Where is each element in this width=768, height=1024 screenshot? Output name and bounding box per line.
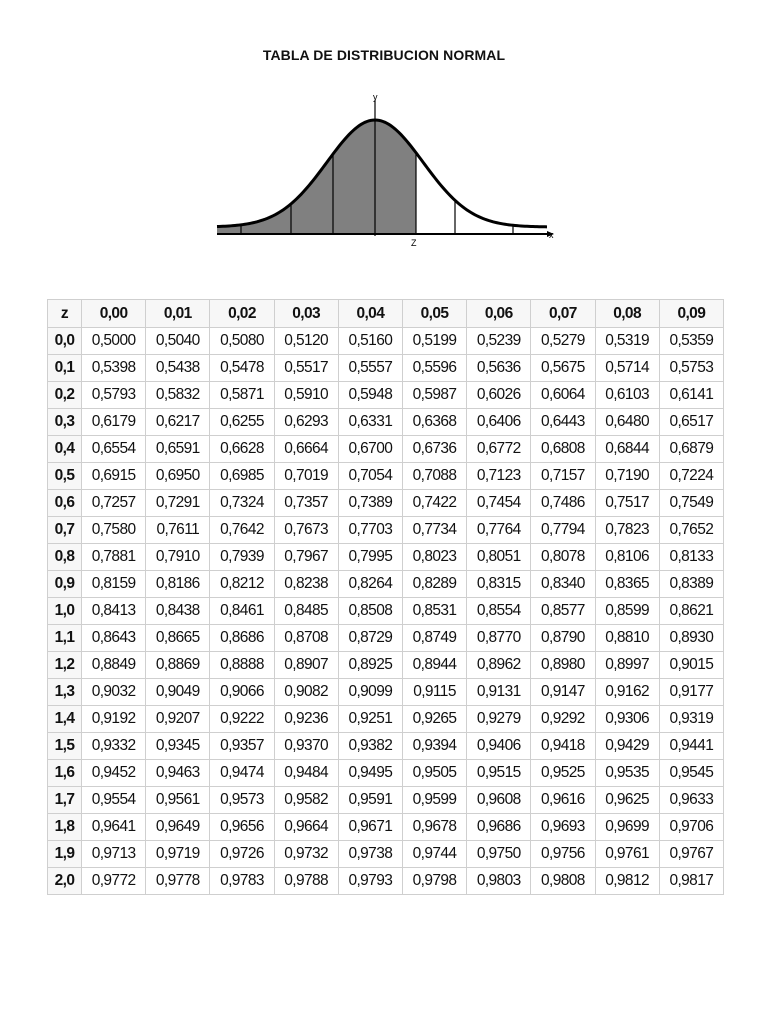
- probability-cell: 0,9582: [274, 787, 338, 814]
- probability-cell: 0,9131: [467, 679, 531, 706]
- probability-cell: 0,9664: [274, 814, 338, 841]
- probability-cell: 0,8264: [338, 571, 402, 598]
- column-header: 0,03: [274, 300, 338, 328]
- probability-cell: 0,9441: [659, 733, 723, 760]
- probability-cell: 0,9633: [659, 787, 723, 814]
- probability-cell: 0,5478: [210, 355, 274, 382]
- probability-cell: 0,8315: [467, 571, 531, 598]
- probability-cell: 0,8531: [402, 598, 466, 625]
- probability-cell: 0,8238: [274, 571, 338, 598]
- probability-cell: 0,9616: [531, 787, 595, 814]
- probability-cell: 0,7611: [146, 517, 210, 544]
- probability-cell: 0,6879: [659, 436, 723, 463]
- table-row: [48, 760, 724, 787]
- probability-cell: 0,9222: [210, 706, 274, 733]
- probability-cell: 0,9656: [210, 814, 274, 841]
- probability-cell: 0,9066: [210, 679, 274, 706]
- probability-cell: 0,5000: [82, 328, 146, 355]
- probability-cell: 0,9015: [659, 652, 723, 679]
- probability-cell: 0,9649: [146, 814, 210, 841]
- probability-cell: 0,7123: [467, 463, 531, 490]
- probability-cell: 0,9761: [595, 841, 659, 868]
- probability-cell: 0,9719: [146, 841, 210, 868]
- probability-cell: 0,8810: [595, 625, 659, 652]
- probability-cell: 0,7019: [274, 463, 338, 490]
- probability-cell: 0,9713: [82, 841, 146, 868]
- probability-cell: 0,9573: [210, 787, 274, 814]
- probability-cell: 0,9306: [595, 706, 659, 733]
- table-row: [48, 571, 724, 598]
- probability-cell: 0,9803: [467, 868, 531, 895]
- probability-cell: 0,7157: [531, 463, 595, 490]
- probability-cell: 0,9744: [402, 841, 466, 868]
- table-row: [48, 463, 724, 490]
- table-row: [48, 652, 724, 679]
- probability-cell: 0,9505: [402, 760, 466, 787]
- column-header: 0,09: [659, 300, 723, 328]
- table-row: [48, 679, 724, 706]
- probability-cell: 0,9738: [338, 841, 402, 868]
- probability-cell: 0,6103: [595, 382, 659, 409]
- probability-cell: 0,7549: [659, 490, 723, 517]
- probability-cell: 0,8907: [274, 652, 338, 679]
- y-axis-label: y: [373, 92, 378, 102]
- page-title: TABLA DE DISTRIBUCION NORMAL: [262, 47, 506, 63]
- probability-cell: 0,9798: [402, 868, 466, 895]
- probability-cell: 0,7224: [659, 463, 723, 490]
- probability-cell: 0,7703: [338, 517, 402, 544]
- row-z-value: 1,8: [48, 814, 82, 841]
- column-header: 0,01: [146, 300, 210, 328]
- row-z-value: 1,1: [48, 625, 82, 652]
- row-z-value: 0,7: [48, 517, 82, 544]
- probability-cell: 0,9625: [595, 787, 659, 814]
- probability-cell: 0,5199: [402, 328, 466, 355]
- probability-cell: 0,7734: [402, 517, 466, 544]
- probability-cell: 0,9406: [467, 733, 531, 760]
- column-header: 0,04: [338, 300, 402, 328]
- probability-cell: 0,8980: [531, 652, 595, 679]
- z-label: Z: [411, 238, 417, 248]
- probability-cell: 0,7910: [146, 544, 210, 571]
- probability-cell: 0,7673: [274, 517, 338, 544]
- table-row: [48, 409, 724, 436]
- normal-curve-diagram: [213, 86, 561, 256]
- probability-cell: 0,8413: [82, 598, 146, 625]
- probability-cell: 0,7823: [595, 517, 659, 544]
- probability-cell: 0,9778: [146, 868, 210, 895]
- probability-cell: 0,6406: [467, 409, 531, 436]
- probability-cell: 0,9495: [338, 760, 402, 787]
- probability-cell: 0,8106: [595, 544, 659, 571]
- probability-cell: 0,8729: [338, 625, 402, 652]
- table-row: [48, 490, 724, 517]
- table-row: [48, 517, 724, 544]
- probability-cell: 0,7324: [210, 490, 274, 517]
- probability-cell: 0,9788: [274, 868, 338, 895]
- row-z-value: 0,2: [48, 382, 82, 409]
- probability-cell: 0,9817: [659, 868, 723, 895]
- probability-cell: 0,9394: [402, 733, 466, 760]
- probability-cell: 0,9236: [274, 706, 338, 733]
- probability-cell: 0,6985: [210, 463, 274, 490]
- probability-cell: 0,9251: [338, 706, 402, 733]
- probability-cell: 0,9599: [402, 787, 466, 814]
- row-z-value: 0,8: [48, 544, 82, 571]
- probability-cell: 0,9207: [146, 706, 210, 733]
- probability-cell: 0,9686: [467, 814, 531, 841]
- probability-cell: 0,8485: [274, 598, 338, 625]
- probability-cell: 0,9699: [595, 814, 659, 841]
- probability-cell: 0,9706: [659, 814, 723, 841]
- probability-cell: 0,6480: [595, 409, 659, 436]
- row-z-value: 0,3: [48, 409, 82, 436]
- probability-cell: 0,7517: [595, 490, 659, 517]
- probability-cell: 0,8508: [338, 598, 402, 625]
- probability-cell: 0,8554: [467, 598, 531, 625]
- probability-cell: 0,9678: [402, 814, 466, 841]
- row-z-value: 0,5: [48, 463, 82, 490]
- probability-cell: 0,5596: [402, 355, 466, 382]
- probability-cell: 0,5675: [531, 355, 595, 382]
- probability-cell: 0,7357: [274, 490, 338, 517]
- probability-cell: 0,7054: [338, 463, 402, 490]
- column-header: 0,00: [82, 300, 146, 328]
- table-row: [48, 733, 724, 760]
- probability-cell: 0,5080: [210, 328, 274, 355]
- probability-cell: 0,7486: [531, 490, 595, 517]
- probability-cell: 0,5636: [467, 355, 531, 382]
- probability-cell: 0,9332: [82, 733, 146, 760]
- probability-cell: 0,8051: [467, 544, 531, 571]
- probability-cell: 0,9554: [82, 787, 146, 814]
- probability-cell: 0,9418: [531, 733, 595, 760]
- row-z-value: 0,1: [48, 355, 82, 382]
- probability-cell: 0,7422: [402, 490, 466, 517]
- probability-cell: 0,9279: [467, 706, 531, 733]
- probability-cell: 0,9429: [595, 733, 659, 760]
- probability-cell: 0,6255: [210, 409, 274, 436]
- probability-cell: 0,8925: [338, 652, 402, 679]
- probability-cell: 0,9345: [146, 733, 210, 760]
- probability-cell: 0,5948: [338, 382, 402, 409]
- probability-cell: 0,7190: [595, 463, 659, 490]
- probability-cell: 0,7257: [82, 490, 146, 517]
- probability-cell: 0,6554: [82, 436, 146, 463]
- probability-cell: 0,9793: [338, 868, 402, 895]
- row-z-value: 1,5: [48, 733, 82, 760]
- probability-cell: 0,9783: [210, 868, 274, 895]
- probability-cell: 0,6331: [338, 409, 402, 436]
- probability-cell: 0,7291: [146, 490, 210, 517]
- probability-cell: 0,9608: [467, 787, 531, 814]
- probability-cell: 0,9292: [531, 706, 595, 733]
- probability-cell: 0,5753: [659, 355, 723, 382]
- probability-cell: 0,9484: [274, 760, 338, 787]
- probability-cell: 0,8643: [82, 625, 146, 652]
- probability-cell: 0,8577: [531, 598, 595, 625]
- table-row: [48, 868, 724, 895]
- probability-cell: 0,9049: [146, 679, 210, 706]
- probability-cell: 0,5359: [659, 328, 723, 355]
- probability-cell: 0,5793: [82, 382, 146, 409]
- probability-cell: 0,9756: [531, 841, 595, 868]
- probability-cell: 0,5040: [146, 328, 210, 355]
- probability-cell: 0,9357: [210, 733, 274, 760]
- probability-cell: 0,8749: [402, 625, 466, 652]
- probability-cell: 0,6772: [467, 436, 531, 463]
- probability-cell: 0,8461: [210, 598, 274, 625]
- table-row: [48, 328, 724, 355]
- probability-cell: 0,5398: [82, 355, 146, 382]
- row-z-value: 0,0: [48, 328, 82, 355]
- probability-cell: 0,9147: [531, 679, 595, 706]
- probability-cell: 0,8665: [146, 625, 210, 652]
- column-header: 0,06: [467, 300, 531, 328]
- probability-cell: 0,7881: [82, 544, 146, 571]
- probability-cell: 0,5714: [595, 355, 659, 382]
- probability-cell: 0,9032: [82, 679, 146, 706]
- probability-cell: 0,9591: [338, 787, 402, 814]
- probability-cell: 0,7580: [82, 517, 146, 544]
- probability-cell: 0,9370: [274, 733, 338, 760]
- probability-cell: 0,8599: [595, 598, 659, 625]
- probability-cell: 0,9463: [146, 760, 210, 787]
- probability-cell: 0,5120: [274, 328, 338, 355]
- probability-cell: 0,7454: [467, 490, 531, 517]
- table-row: [48, 814, 724, 841]
- probability-cell: 0,7794: [531, 517, 595, 544]
- probability-cell: 0,9732: [274, 841, 338, 868]
- table-row: [48, 544, 724, 571]
- probability-cell: 0,5160: [338, 328, 402, 355]
- probability-cell: 0,9767: [659, 841, 723, 868]
- probability-cell: 0,5557: [338, 355, 402, 382]
- probability-cell: 0,6808: [531, 436, 595, 463]
- probability-cell: 0,8438: [146, 598, 210, 625]
- probability-cell: 0,9115: [402, 679, 466, 706]
- probability-cell: 0,9192: [82, 706, 146, 733]
- probability-cell: 0,8340: [531, 571, 595, 598]
- probability-cell: 0,9265: [402, 706, 466, 733]
- probability-cell: 0,8770: [467, 625, 531, 652]
- probability-cell: 0,5239: [467, 328, 531, 355]
- probability-cell: 0,6064: [531, 382, 595, 409]
- probability-cell: 0,9525: [531, 760, 595, 787]
- column-header: 0,08: [595, 300, 659, 328]
- probability-cell: 0,8389: [659, 571, 723, 598]
- probability-cell: 0,6915: [82, 463, 146, 490]
- probability-cell: 0,8289: [402, 571, 466, 598]
- table-row: [48, 787, 724, 814]
- row-z-value: 0,4: [48, 436, 82, 463]
- probability-cell: 0,9382: [338, 733, 402, 760]
- table-row: [48, 598, 724, 625]
- probability-cell: 0,9772: [82, 868, 146, 895]
- probability-cell: 0,9693: [531, 814, 595, 841]
- probability-cell: 0,8708: [274, 625, 338, 652]
- probability-cell: 0,7652: [659, 517, 723, 544]
- probability-cell: 0,6844: [595, 436, 659, 463]
- probability-cell: 0,9812: [595, 868, 659, 895]
- probability-cell: 0,9726: [210, 841, 274, 868]
- column-header: 0,07: [531, 300, 595, 328]
- probability-cell: 0,7939: [210, 544, 274, 571]
- probability-cell: 0,9750: [467, 841, 531, 868]
- probability-cell: 0,8888: [210, 652, 274, 679]
- probability-cell: 0,6664: [274, 436, 338, 463]
- table-body: [48, 328, 724, 895]
- table-row: [48, 355, 724, 382]
- table-row: [48, 436, 724, 463]
- probability-cell: 0,8078: [531, 544, 595, 571]
- table-row: [48, 706, 724, 733]
- probability-cell: 0,8997: [595, 652, 659, 679]
- probability-cell: 0,9474: [210, 760, 274, 787]
- probability-cell: 0,7389: [338, 490, 402, 517]
- row-z-value: 1,2: [48, 652, 82, 679]
- probability-cell: 0,6950: [146, 463, 210, 490]
- table-row: [48, 841, 724, 868]
- row-z-value: 1,3: [48, 679, 82, 706]
- probability-cell: 0,7967: [274, 544, 338, 571]
- probability-cell: 0,6700: [338, 436, 402, 463]
- z-column-header: z: [48, 300, 82, 328]
- probability-cell: 0,8849: [82, 652, 146, 679]
- probability-cell: 0,9162: [595, 679, 659, 706]
- probability-cell: 0,9177: [659, 679, 723, 706]
- row-z-value: 1,0: [48, 598, 82, 625]
- probability-cell: 0,6517: [659, 409, 723, 436]
- probability-cell: 0,8133: [659, 544, 723, 571]
- probability-cell: 0,8962: [467, 652, 531, 679]
- row-z-value: 1,6: [48, 760, 82, 787]
- probability-cell: 0,7642: [210, 517, 274, 544]
- probability-cell: 0,6443: [531, 409, 595, 436]
- table-row: [48, 382, 724, 409]
- probability-cell: 0,9641: [82, 814, 146, 841]
- probability-cell: 0,6293: [274, 409, 338, 436]
- probability-cell: 0,6736: [402, 436, 466, 463]
- column-header: 0,05: [402, 300, 466, 328]
- probability-cell: 0,7088: [402, 463, 466, 490]
- table-header-row: [48, 300, 724, 328]
- probability-cell: 0,6368: [402, 409, 466, 436]
- probability-cell: 0,8686: [210, 625, 274, 652]
- probability-cell: 0,9452: [82, 760, 146, 787]
- probability-cell: 0,5987: [402, 382, 466, 409]
- probability-cell: 0,8621: [659, 598, 723, 625]
- probability-cell: 0,9319: [659, 706, 723, 733]
- probability-cell: 0,5832: [146, 382, 210, 409]
- row-z-value: 1,7: [48, 787, 82, 814]
- normal-curve-figure: [213, 86, 561, 256]
- row-z-value: 0,9: [48, 571, 82, 598]
- probability-cell: 0,9082: [274, 679, 338, 706]
- probability-cell: 0,5517: [274, 355, 338, 382]
- row-z-value: 1,4: [48, 706, 82, 733]
- probability-cell: 0,7995: [338, 544, 402, 571]
- probability-cell: 0,9099: [338, 679, 402, 706]
- probability-cell: 0,5319: [595, 328, 659, 355]
- probability-cell: 0,9515: [467, 760, 531, 787]
- probability-cell: 0,8023: [402, 544, 466, 571]
- row-z-value: 2,0: [48, 868, 82, 895]
- probability-cell: 0,9535: [595, 760, 659, 787]
- x-axis-label: x: [549, 230, 554, 240]
- probability-cell: 0,6141: [659, 382, 723, 409]
- probability-cell: 0,6179: [82, 409, 146, 436]
- probability-cell: 0,8159: [82, 571, 146, 598]
- probability-cell: 0,8365: [595, 571, 659, 598]
- probability-cell: 0,9671: [338, 814, 402, 841]
- probability-cell: 0,8944: [402, 652, 466, 679]
- probability-cell: 0,7764: [467, 517, 531, 544]
- table-row: [48, 625, 724, 652]
- probability-cell: 0,6628: [210, 436, 274, 463]
- probability-cell: 0,5438: [146, 355, 210, 382]
- probability-cell: 0,8930: [659, 625, 723, 652]
- probability-cell: 0,8790: [531, 625, 595, 652]
- row-z-value: 1,9: [48, 841, 82, 868]
- probability-cell: 0,5910: [274, 382, 338, 409]
- probability-cell: 0,6591: [146, 436, 210, 463]
- row-z-value: 0,6: [48, 490, 82, 517]
- z-table: [47, 299, 724, 895]
- probability-cell: 0,9808: [531, 868, 595, 895]
- probability-cell: 0,5279: [531, 328, 595, 355]
- probability-cell: 0,9545: [659, 760, 723, 787]
- column-header: 0,02: [210, 300, 274, 328]
- probability-cell: 0,6026: [467, 382, 531, 409]
- probability-cell: 0,8212: [210, 571, 274, 598]
- probability-cell: 0,5871: [210, 382, 274, 409]
- probability-cell: 0,9561: [146, 787, 210, 814]
- probability-cell: 0,8869: [146, 652, 210, 679]
- probability-cell: 0,8186: [146, 571, 210, 598]
- probability-cell: 0,6217: [146, 409, 210, 436]
